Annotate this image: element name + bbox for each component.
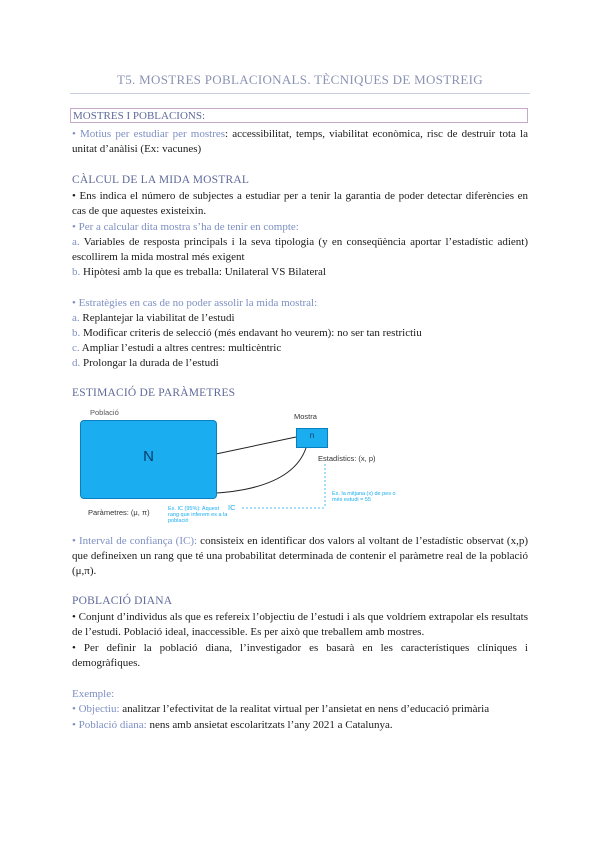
example-poblacio-label: • Població diana: [72,719,147,731]
population-box [80,420,217,499]
population-sample-diagram [70,404,410,532]
section-heading-poblacio-diana: POBLACIÓ DIANA [72,595,173,607]
section-heading-estimacio: ESTIMACIÓ DE PARÀMETRES [72,387,236,399]
section-heading-mida-mostral: CÀLCUL DE LA MIDA MOSTRAL [72,174,250,186]
ic-definition-label: • Interval de confiança (IC): [72,535,198,547]
strategy-item-a-text: Replantejar la viabilitat de l’estudi [79,312,235,324]
paragraph-intro-mida: • Ens indica el número de subjectes a estudiar per a tenir la garantia de poder detectar diferències en cas de que aquestes existeixin. [72,190,528,217]
strategy-item-c [72,341,281,356]
mostra-label: Mostra [294,412,317,421]
sample-box [296,428,328,448]
poblacio-label: Població [90,408,119,417]
strategy-item-a-letter: a. [72,312,80,324]
stat-note: Ex. la mitjana (x) de pes o més estudi = 55 [332,491,396,503]
ic-label: IC [228,503,236,512]
strategy-item-b [72,326,422,341]
paragraph-motius [72,127,528,157]
strategy-item-a [72,311,235,326]
section-heading-mostres: MOSTRES I POBLACIONS: [70,108,528,123]
example-poblacio-text: nens amb ansietat escolaritzats l’any 2021 a Catalunya. [146,719,393,731]
title-divider [70,93,530,94]
strategy-item-d-letter: d. [72,357,81,369]
strategy-item-c-text: Ampliar l’estudi a altres centres: multicèntric [79,342,282,354]
example-objectiu-text: analitzar l’efectivitat de la realitat virtual per l’ansietat en nens d’educació primària [119,703,490,715]
ic-note: Ex. IC (95%): Aquest rang que inferem es a la població [168,506,228,524]
example-objectiu-label: • Objectiu: [72,703,120,715]
population-n-label: N [143,448,154,465]
estadistics-label: Estadístics: (x, p) [318,454,376,463]
calc-item-a [72,235,528,265]
calc-item-a-letter: a. [72,236,80,248]
strategy-item-c-letter: c. [72,342,80,354]
example-heading: Exemple: [72,688,115,700]
calc-item-b-text: Hipòtesi amb la que es treballa: Unilateral VS Bilateral [80,266,326,278]
calc-item-b [72,265,528,280]
strategy-item-d-text: Prolongar la durada de l’estudi [80,357,219,369]
calc-item-a-text: Variables de resposta principals i la seva tipologia (y en conseqüència aportar l’estadístic adient) escollirem la mida mostral més exigent [72,236,528,263]
example-poblacio [72,718,528,733]
strategies-label: • Estratègies en cas de no poder assolir la mida mostral: [72,297,318,309]
paragraph-diana-1: • Conjunt d’individus als que es refereix l’objectiu de l’estudi i als que voldríem extrapolar els resultats de l’estudi. Població ideal, inaccessible. Es per això que treballem amb mostres. [72,611,528,638]
ic-definition-text: consisteix en identificar dos valors al voltant de l’estadístic observat (x,p) que defineixen un rang que té una probabilitat determinada de contenir el paràmetre real de la població (μ,π). [72,535,528,577]
bullet-text-motius: : accessibilitat, temps, viabilitat econòmica, risc de destruir tota la unitat d’anàlisi (Ex: vacunes) [72,128,528,155]
strategy-item-b-letter: b. [72,327,81,339]
connector-line [216,437,296,454]
strategy-item-d [72,356,219,371]
strategy-item-b-text: Modificar criteris de selecció (més endavant ho veurem): no ser tan restrictiu [80,327,422,339]
calc-label: • Per a calcular dita mostra s’ha de tenir en compte: [72,221,299,233]
paragraph-ic [72,534,528,579]
sample-n-label: n [309,431,315,440]
page-title: T5. MOSTRES POBLACIONALS. TÈCNIQUES DE MOSTREIG [117,72,483,87]
bullet-label-motius: • Motius per estudiar per mostres [72,128,226,140]
paragraph-diana-2: • Per definir la població diana, l’investigador es basarà en les característiques clíniques i demogràfiques. [72,642,528,669]
calc-item-b-letter: b. [72,266,81,278]
example-objectiu [72,702,528,717]
parametres-label: Paràmetres: (μ, π) [88,508,150,517]
